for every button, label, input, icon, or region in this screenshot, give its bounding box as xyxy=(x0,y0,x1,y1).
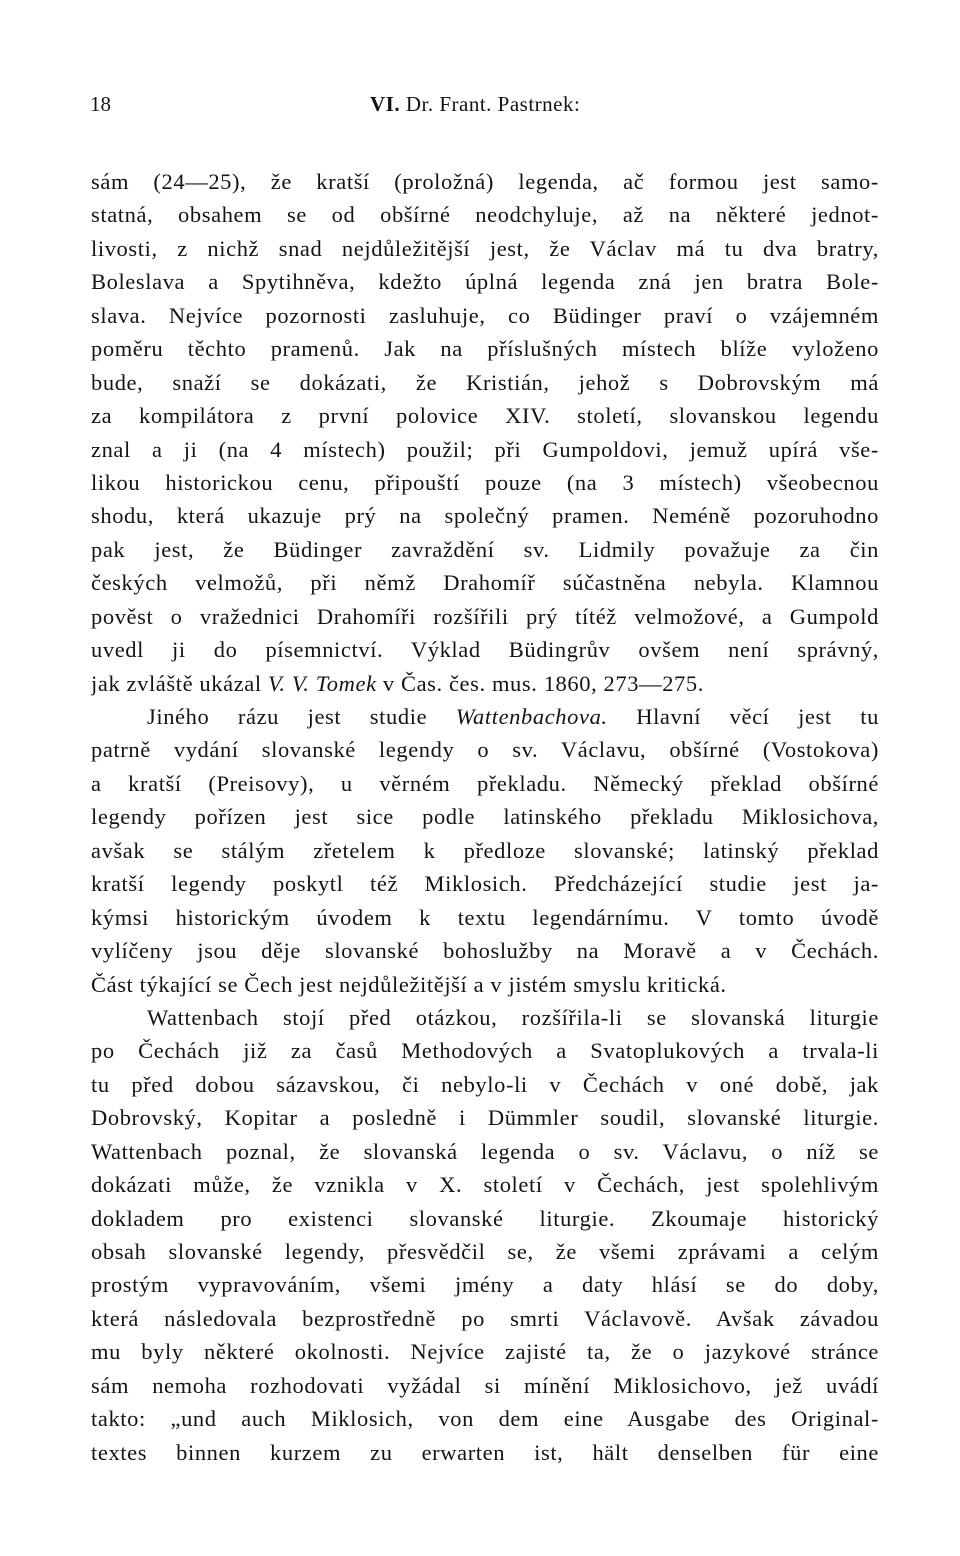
text-line: uvedl ji do písemnictví. Výklad Büdingrův ovšem není správný, xyxy=(91,637,879,663)
text-line: statná, obsahem se od obšírné neodchyluje, až na některé jednot- xyxy=(91,202,879,228)
text-line: Boleslava a Spytihněva, kdežto úplná legenda zná jen bratra Bole- xyxy=(91,269,879,295)
text-segment: v Čas. čes. mus. 1860, 273—275. xyxy=(376,670,704,696)
text-line: sám (24—25), že kratší (proložná) legenda, ač formou jest samo- xyxy=(91,169,879,194)
text-line: textes binnen kurzem zu erwarten ist, hält denselben für eine xyxy=(91,1439,879,1465)
text-line: bude, snaží se dokázati, že Kristián, jehož s Dobrovským má xyxy=(91,369,879,395)
text-line: za kompilátora z první polovice XIV. století, slovanskou legendu xyxy=(91,403,879,429)
text-line: Dobrovský, Kopitar a posledně i Dümmler soudil, slovanské liturgie. xyxy=(91,1105,879,1131)
text-line: pak jest, že Büdinger zavraždění sv. Lidmily považuje za čin xyxy=(91,536,879,562)
text-line: poměru těchto pramenů. Jak na příslušných místech blíže vyloženo xyxy=(91,336,879,362)
text-line: legendy pořízen jest sice podle latinského překladu Miklosichova, xyxy=(91,804,879,830)
text-segment: Jiného rázu jest studie xyxy=(147,704,456,729)
text-line xyxy=(91,700,879,733)
running-head-roman: VI. xyxy=(370,92,401,116)
page-number: 18 xyxy=(90,92,111,116)
text-line: prostým vypravováním, všemi jmény a daty hlásí se do doby, xyxy=(91,1272,879,1298)
text-line: Wattenbach poznal, že slovanská legenda o sv. Václavu, o níž se xyxy=(91,1138,879,1164)
page-header xyxy=(90,92,880,126)
text-line: patrně vydání slovanské legendy o sv. Václavu, obšírné (Vostokova) xyxy=(91,737,879,763)
running-head xyxy=(370,92,580,117)
text-line: slava. Nejvíce pozornosti zasluhuje, co Büdinger praví o vzájemném xyxy=(91,302,879,328)
body-text xyxy=(91,165,879,1469)
italic-phrase: V. V. Tomek xyxy=(267,670,377,696)
text-line: shodu, která ukazuje prý na společný pramen. Neméně pozoruhodno xyxy=(91,503,879,529)
text-line: kratší legendy poskytl též Miklosich. Předcházející studie jest ja- xyxy=(91,871,879,897)
italic-phrase: Wattenbachova. xyxy=(455,704,608,729)
text-segment: Hlavní věcí jest tu xyxy=(607,704,879,729)
text-line: vylíčeny jsou děje slovanské bohoslužby na Moravě a v Čechách. xyxy=(91,938,879,964)
text-line: která následovala bezprostředně po smrti Václavově. Avšak závadou xyxy=(91,1305,879,1331)
text-line: livosti, z nichž snad nejdůležitější jest, že Václav má tu dva bratry, xyxy=(91,235,879,261)
text-line: Část týkající se Čech jest nejdůležitější a v jistém smyslu kritická. xyxy=(91,971,727,997)
text-line: Wattenbach stojí před otázkou, rozšířila-li se slovanská liturgie xyxy=(147,1004,879,1030)
text-line: mu byly některé okolnosti. Nejvíce zajisté ta, že o jazykové stránce xyxy=(91,1339,879,1365)
text-line: sám nemoha rozhodovati vyžádal si mínění Miklosichovo, jež uvádí xyxy=(91,1372,879,1398)
text-line: avšak se stálým zřetelem k předloze slovanské; latinský překlad xyxy=(91,837,879,863)
text-line: po Čechách již za časů Methodových a Svatoplukových a trvala-li xyxy=(91,1038,879,1064)
text-line: tu před dobou sázavskou, či nebylo-li v Čechách v oné době, jak xyxy=(91,1071,879,1097)
running-head-author: Dr. Frant. Pastrnek: xyxy=(405,92,581,116)
text-line: a kratší (Preisovy), u věrném překladu. Německý překlad obšírné xyxy=(91,770,879,796)
text-line: českých velmožů, při němž Drahomíř súčastněna nebyla. Klamnou xyxy=(91,570,879,596)
text-line: kýmsi historickým úvodem k textu legendárnímu. V tomto úvodě xyxy=(91,904,879,930)
text-line: obsah slovanské legendy, přesvědčil se, že všemi zprávami a celým xyxy=(91,1239,879,1264)
text-segment: jak zvláště ukázal xyxy=(91,670,268,696)
text-line: likou historickou cenu, připouští pouze (na 3 místech) všeobecnou xyxy=(91,469,879,495)
text-line: takto: „und auch Miklosich, von dem eine Ausgabe des Original- xyxy=(91,1406,879,1432)
text-line xyxy=(91,667,879,700)
text-line: dokázati může, že vznikla v X. století v Čechách, jest spolehlivým xyxy=(91,1172,879,1198)
text-line: pověst o vražednici Drahomíři rozšířili prý títéž velmožové, a Gumpold xyxy=(91,603,879,629)
text-line: znal a ji (na 4 místech) použil; při Gumpoldovi, jemuž upírá vše- xyxy=(91,436,879,462)
text-line: dokladem pro existenci slovanské liturgie. Zkoumaje historický xyxy=(91,1205,879,1231)
